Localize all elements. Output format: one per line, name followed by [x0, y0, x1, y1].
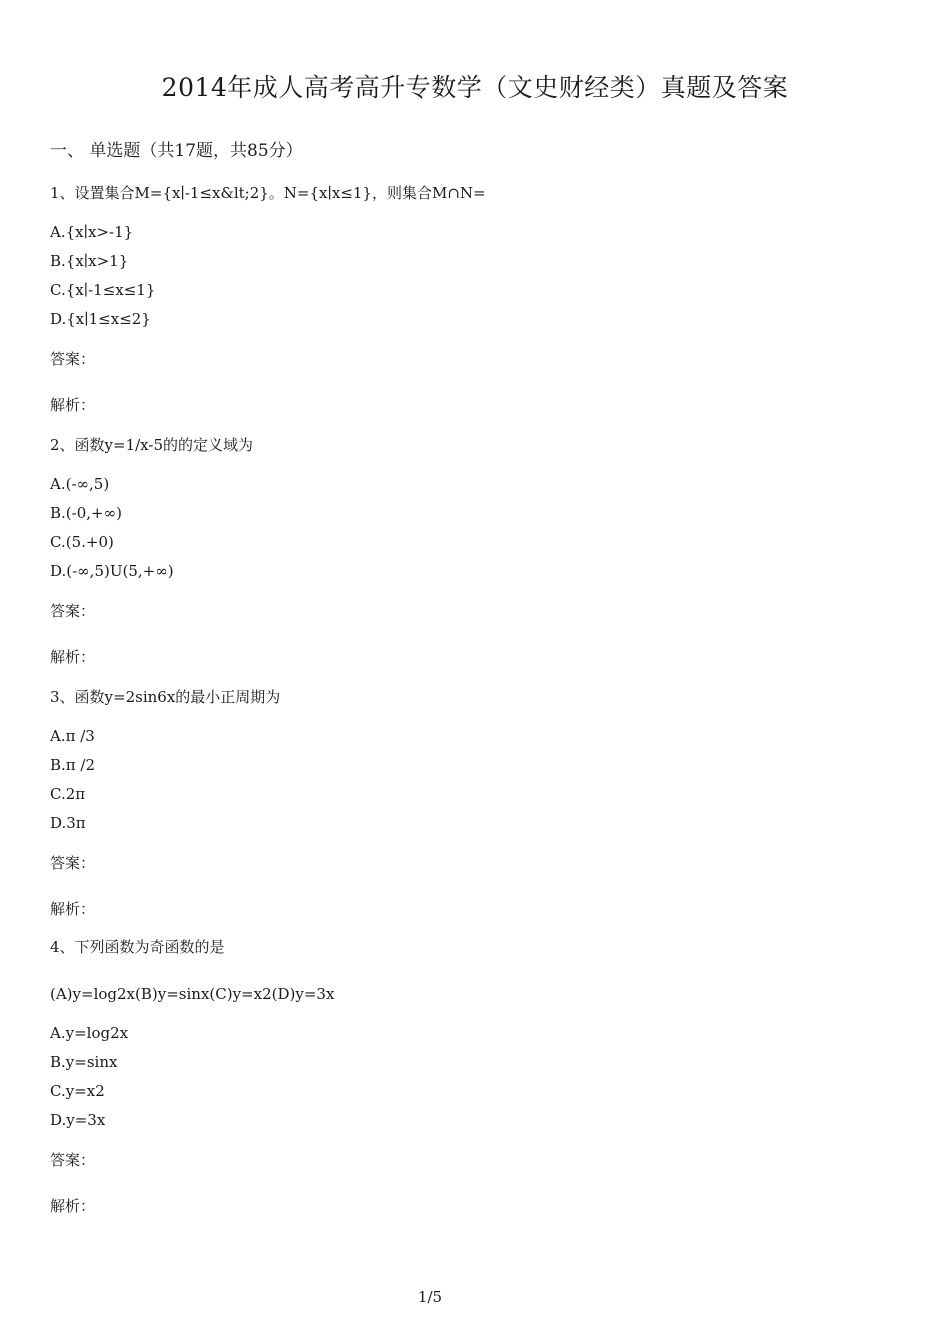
option-c: C.(5.+0): [50, 533, 114, 551]
option-a: A.(-∞,5): [50, 475, 110, 493]
option-d: D.3π: [50, 814, 86, 832]
question-text: 1、设置集合M={x∣-1≤x&lt;2}。N={x∣x≤1}，则集合M∩N=: [50, 184, 486, 202]
question-choices-inline: (A)y=log2x(B)y=sinx(C)y=x2(D)y=3x: [50, 985, 335, 1003]
analysis-label: 解析：: [50, 396, 96, 414]
option-list: [50, 470, 900, 586]
page-title: 2014年成人高考高升专数学（文史财经类）真题及答案: [161, 73, 789, 102]
question-1: [50, 182, 900, 416]
option-list: [50, 1019, 900, 1135]
option-b: B.(-0,+∞): [50, 504, 122, 522]
option-c: C.2π: [50, 785, 86, 803]
question-text: 4、下列函数为奇函数的是: [50, 938, 225, 956]
analysis-label: 解析：: [50, 900, 96, 918]
question-text: 3、函数y=2sin6x的最小正周期为: [50, 688, 281, 706]
option-c: C.{x∣-1≤x≤1}: [50, 281, 156, 299]
answer-label: 答案：: [50, 602, 96, 620]
page-number: 1/5: [417, 1288, 443, 1306]
option-list: [50, 722, 900, 838]
option-d: D.{x∣1≤x≤2}: [50, 310, 151, 328]
question-text: 2、函数y=1/x-5的的定义域为: [50, 436, 253, 454]
section-heading: 一、 单选题（共17题，共85分）: [50, 141, 303, 161]
question-3: [50, 686, 900, 920]
answer-label: 答案：: [50, 350, 96, 368]
option-a: A.{x∣x>-1}: [50, 223, 134, 241]
option-c: C.y=x2: [50, 1082, 105, 1100]
option-b: B.{x∣x>1}: [50, 252, 129, 270]
option-d: D.(-∞,5)U(5,+∞): [50, 562, 174, 580]
option-list: [50, 218, 900, 334]
answer-label: 答案：: [50, 1151, 96, 1169]
analysis-label: 解析：: [50, 1197, 96, 1215]
question-2: [50, 434, 900, 668]
option-b: B.π /2: [50, 756, 96, 774]
option-d: D.y=3x: [50, 1111, 106, 1129]
option-a: A.y=log2x: [50, 1024, 129, 1042]
option-a: A.π /3: [50, 727, 95, 745]
analysis-label: 解析：: [50, 648, 96, 666]
question-4: [50, 936, 900, 1217]
option-b: B.y=sinx: [50, 1053, 118, 1071]
answer-label: 答案：: [50, 854, 96, 872]
